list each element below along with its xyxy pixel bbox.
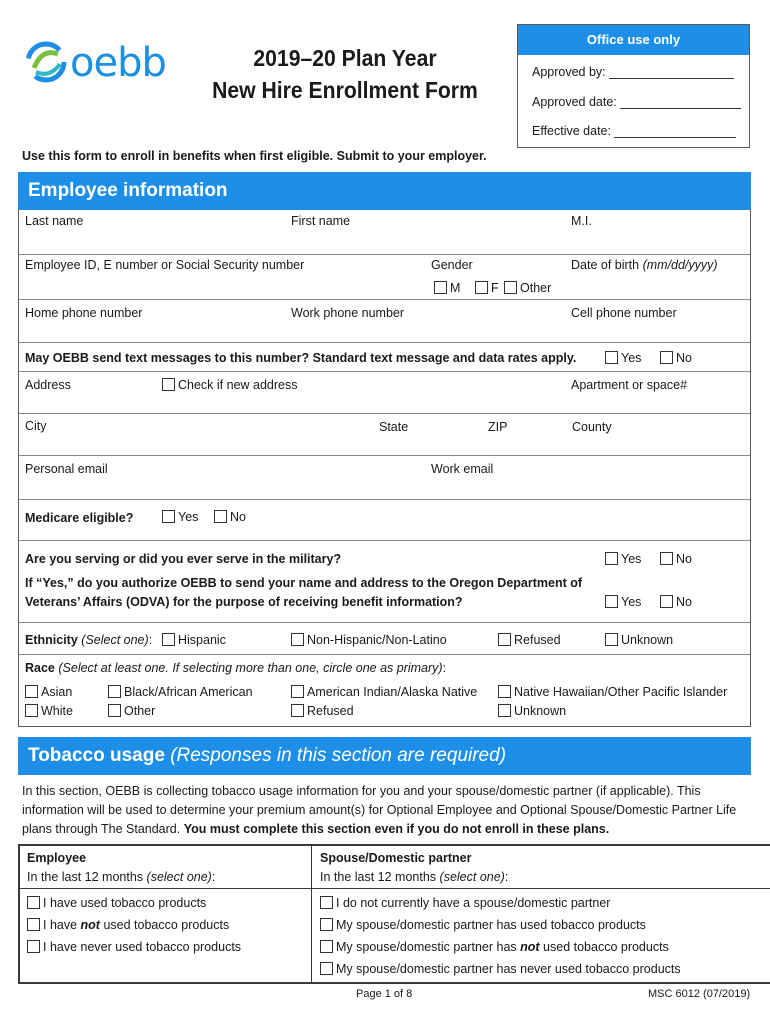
emp-never-checkbox[interactable] <box>27 940 40 953</box>
title-line-1: 2019–20 Plan Year <box>253 45 437 71</box>
employee-sub-colon: : <box>211 870 216 884</box>
tobacco-intro <box>22 782 742 839</box>
sp-not-used-not: not <box>520 940 540 954</box>
race-asian-label: Asian <box>41 685 73 699</box>
ethnicity-non-hispanic-checkbox[interactable] <box>291 633 304 646</box>
mi-label: M.I. <box>571 214 592 228</box>
ethnicity-label <box>25 633 152 647</box>
race-black-checkbox[interactable] <box>108 685 121 698</box>
tobacco-title: Tobacco usage <box>28 745 165 766</box>
employee-sub-text: In the last 12 months <box>27 870 144 884</box>
odva-question-line1: If “Yes,” do you authorize OEBB to send your name and address to the Oregon Department of <box>25 576 583 590</box>
ethnicity-non-hispanic-option[interactable] <box>291 633 447 647</box>
apartment-label: Apartment or space# <box>571 378 688 392</box>
new-address-option[interactable] <box>162 378 298 392</box>
approved-by-field[interactable] <box>532 65 734 79</box>
race-native-checkbox[interactable] <box>291 685 304 698</box>
gender-other-option[interactable] <box>504 281 551 295</box>
divider <box>19 371 750 372</box>
tobacco-intro-text: In this section, OEBB is collecting tobacco usage information for you and your spouse/domestic partner (if applicable). This information will be used to determine your premium amount(s) for Optional Employee and Optional Spouse/Domestic Partner Life plans through The Standard. <box>22 784 737 836</box>
military-yes-option[interactable] <box>605 552 641 566</box>
text-no-option[interactable] <box>660 351 692 365</box>
tobacco-intro-bold: You must complete this section even if you do not enroll in these plans. <box>183 822 610 836</box>
emp-never-label: I have never used tobacco products <box>43 940 242 954</box>
tobacco-note: (Responses in this section are required) <box>170 745 507 766</box>
approved-by-label: Approved by: <box>532 65 606 79</box>
employee-column-header <box>27 849 215 887</box>
tobacco-header <box>18 737 751 775</box>
ethnicity-refused-checkbox[interactable] <box>498 633 511 646</box>
medicare-yes-label: Yes <box>178 510 199 524</box>
ethnicity-hispanic-label: Hispanic <box>178 633 226 647</box>
personal-email-label: Personal email <box>25 462 108 476</box>
text-message-question: May OEBB send text messages to this number? Standard text message and data rates apply. <box>25 351 577 365</box>
ethnicity-refused-label: Refused <box>514 633 561 647</box>
ethnicity-hispanic-checkbox[interactable] <box>162 633 175 646</box>
ethnicity-non-hispanic-label: Non-Hispanic/Non-Latino <box>307 633 447 647</box>
employee-sub-select: (select one) <box>146 870 212 884</box>
race-other-checkbox[interactable] <box>108 704 121 717</box>
header-divider <box>20 888 770 889</box>
emp-not-used-b: used tobacco products <box>99 918 230 932</box>
race-black-label: Black/African American <box>124 685 253 699</box>
gender-f-label: F <box>491 281 499 295</box>
race-other-option[interactable] <box>108 704 155 718</box>
race-native-label: American Indian/Alaska Native <box>307 685 478 699</box>
race-unknown-label: Unknown <box>514 704 567 718</box>
spouse-sub-colon: : <box>504 870 509 884</box>
approved-by-line <box>609 67 734 79</box>
race-colon: : <box>442 661 447 675</box>
sp-used-label: My spouse/domestic partner has used tobacco products <box>336 918 646 932</box>
ethnicity-title: Ethnicity <box>25 633 78 647</box>
ethnicity-unknown-label: Unknown <box>621 633 674 647</box>
race-white-checkbox[interactable] <box>25 704 38 717</box>
race-other-label: Other <box>124 704 156 718</box>
medicare-no-label: No <box>230 510 246 524</box>
gender-m-checkbox[interactable] <box>434 281 447 294</box>
employee-info-header <box>18 172 751 210</box>
emp-never-option[interactable] <box>27 940 241 954</box>
title-line-2: New Hire Enrollment Form <box>212 77 478 103</box>
gender-m-label: M <box>450 281 461 295</box>
county-label: County <box>572 420 612 434</box>
sp-used-option[interactable] <box>320 918 646 932</box>
race-title: Race <box>25 661 55 675</box>
logo-text: oebb <box>70 40 166 86</box>
tobacco-table <box>18 844 770 984</box>
emp-used-label: I have used tobacco products <box>43 896 207 910</box>
divider <box>19 342 750 343</box>
emp-not-used-a: I have <box>43 918 81 932</box>
emp-not-used-option[interactable] <box>27 918 229 932</box>
employee-column-sub <box>27 868 215 887</box>
odva-question-line2: Veterans’ Affairs (ODVA) for the purpose of receiving benefit information? <box>25 595 463 609</box>
ethnicity-hispanic-option[interactable] <box>162 633 226 647</box>
spouse-column-title: Spouse/Domestic partner <box>320 851 472 865</box>
divider <box>19 299 750 300</box>
military-question: Are you serving or did you ever serve in the military? <box>25 552 342 566</box>
divider <box>19 622 750 623</box>
dob-text: Date of birth <box>571 258 640 272</box>
divider <box>19 413 750 414</box>
odva-no-label: No <box>676 595 692 609</box>
emp-used-checkbox[interactable] <box>27 896 40 909</box>
form-code: MSC 6012 (07/2019) <box>648 988 751 1000</box>
ethnicity-colon: : <box>148 633 153 647</box>
gender-f-checkbox[interactable] <box>475 281 488 294</box>
odva-yes-option[interactable] <box>605 595 641 609</box>
odva-yes-label: Yes <box>621 595 642 609</box>
column-divider <box>311 846 312 982</box>
page-number: Page 1 of 8 <box>356 988 413 1000</box>
text-yes-label: Yes <box>621 351 642 365</box>
employee-column-title: Employee <box>27 851 87 865</box>
new-address-checkbox[interactable] <box>162 378 175 391</box>
race-hawaiian-option[interactable] <box>498 685 727 699</box>
sp-none-label: I do not currently have a spouse/domestic partner <box>336 896 611 910</box>
approved-date-line <box>620 97 741 109</box>
first-name-label: First name <box>291 214 351 228</box>
text-yes-checkbox[interactable] <box>605 351 618 364</box>
employee-id-label: Employee ID, E number or Social Security number <box>25 258 305 272</box>
gender-other-checkbox[interactable] <box>504 281 517 294</box>
office-use-heading: Office use only <box>518 25 749 55</box>
sp-not-used-option[interactable] <box>320 940 669 954</box>
race-hawaiian-label: Native Hawaiian/Other Pacific Islander <box>514 685 728 699</box>
odva-no-option[interactable] <box>660 595 692 609</box>
race-black-option[interactable] <box>108 685 253 699</box>
spouse-column-sub <box>320 868 508 887</box>
odva-no-checkbox[interactable] <box>660 595 673 608</box>
military-yes-checkbox[interactable] <box>605 552 618 565</box>
ethnicity-refused-option[interactable] <box>498 633 561 647</box>
divider <box>19 254 750 255</box>
dob-format: (mm/dd/yyyy) <box>642 258 718 272</box>
race-note: (Select at least one. If selecting more than one, circle one as primary) <box>58 661 443 675</box>
race-asian-option[interactable] <box>25 685 72 699</box>
race-refused-label: Refused <box>307 704 354 718</box>
sp-never-option[interactable] <box>320 962 681 976</box>
race-refused-checkbox[interactable] <box>291 704 304 717</box>
race-white-option[interactable] <box>25 704 73 718</box>
emp-used-option[interactable] <box>27 896 206 910</box>
military-yes-label: Yes <box>621 552 642 566</box>
medicare-no-checkbox[interactable] <box>214 510 227 523</box>
emp-not-used-not: not <box>80 918 100 932</box>
medicare-label: Medicare eligible? <box>25 511 134 525</box>
approved-date-field[interactable] <box>532 95 741 109</box>
divider <box>19 455 750 456</box>
spouse-column-header <box>320 849 508 887</box>
medicare-yes-option[interactable] <box>162 510 198 524</box>
gender-other-label: Other <box>520 281 552 295</box>
sp-none-option[interactable] <box>320 896 610 910</box>
gender-m-option[interactable] <box>434 281 460 295</box>
effective-date-label: Effective date: <box>532 124 611 138</box>
ethnicity-note: (Select one) <box>81 633 149 647</box>
gender-f-option[interactable] <box>475 281 499 295</box>
sp-not-used-checkbox[interactable] <box>320 940 333 953</box>
ethnicity-unknown-checkbox[interactable] <box>605 633 618 646</box>
state-label: State <box>379 420 409 434</box>
race-native-option[interactable] <box>291 685 477 699</box>
emp-not-used-checkbox[interactable] <box>27 918 40 931</box>
dob-label <box>571 258 718 272</box>
sp-never-checkbox[interactable] <box>320 962 333 975</box>
sp-not-used-b: used tobacco products <box>539 940 669 954</box>
race-refused-option[interactable] <box>291 704 354 718</box>
effective-date-line <box>614 126 736 138</box>
home-phone-label: Home phone number <box>25 306 143 320</box>
race-label <box>25 661 446 675</box>
military-no-label: No <box>676 552 692 566</box>
gender-label: Gender <box>431 258 473 272</box>
zip-label: ZIP <box>488 420 508 434</box>
last-name-label: Last name <box>25 214 84 228</box>
instructions: Use this form to enroll in benefits when first eligible. Submit to your employer. <box>22 149 487 163</box>
military-no-option[interactable] <box>660 552 692 566</box>
military-no-checkbox[interactable] <box>660 552 673 565</box>
text-yes-option[interactable] <box>605 351 641 365</box>
spouse-sub-text: In the last 12 months <box>320 870 437 884</box>
form-title <box>207 42 483 106</box>
race-white-label: White <box>41 704 73 718</box>
effective-date-field[interactable] <box>532 124 736 138</box>
work-email-label: Work email <box>431 462 494 476</box>
employee-info-box <box>18 210 751 727</box>
divider <box>19 654 750 655</box>
sp-never-label: My spouse/domestic partner has never used tobacco products <box>336 962 681 976</box>
text-no-checkbox[interactable] <box>660 351 673 364</box>
sp-not-used-a: My spouse/domestic partner has <box>336 940 521 954</box>
race-unknown-option[interactable] <box>498 704 566 718</box>
medicare-yes-checkbox[interactable] <box>162 510 175 523</box>
office-use-box <box>517 24 750 148</box>
spouse-sub-select: (select one) <box>439 870 505 884</box>
divider <box>19 499 750 500</box>
race-unknown-checkbox[interactable] <box>498 704 511 717</box>
odva-yes-checkbox[interactable] <box>605 595 618 608</box>
approved-date-label: Approved date: <box>532 95 617 109</box>
race-asian-checkbox[interactable] <box>25 685 38 698</box>
ethnicity-unknown-option[interactable] <box>605 633 673 647</box>
medicare-no-option[interactable] <box>214 510 246 524</box>
race-hawaiian-checkbox[interactable] <box>498 685 511 698</box>
employee-info-title: Employee information <box>28 180 228 201</box>
new-address-label: Check if new address <box>178 378 298 392</box>
text-no-label: No <box>676 351 692 365</box>
divider <box>19 540 750 541</box>
work-phone-label: Work phone number <box>291 306 405 320</box>
address-label: Address <box>25 378 71 392</box>
sp-used-checkbox[interactable] <box>320 918 333 931</box>
sp-none-checkbox[interactable] <box>320 896 333 909</box>
city-label: City <box>25 419 47 433</box>
cell-phone-label: Cell phone number <box>571 306 677 320</box>
